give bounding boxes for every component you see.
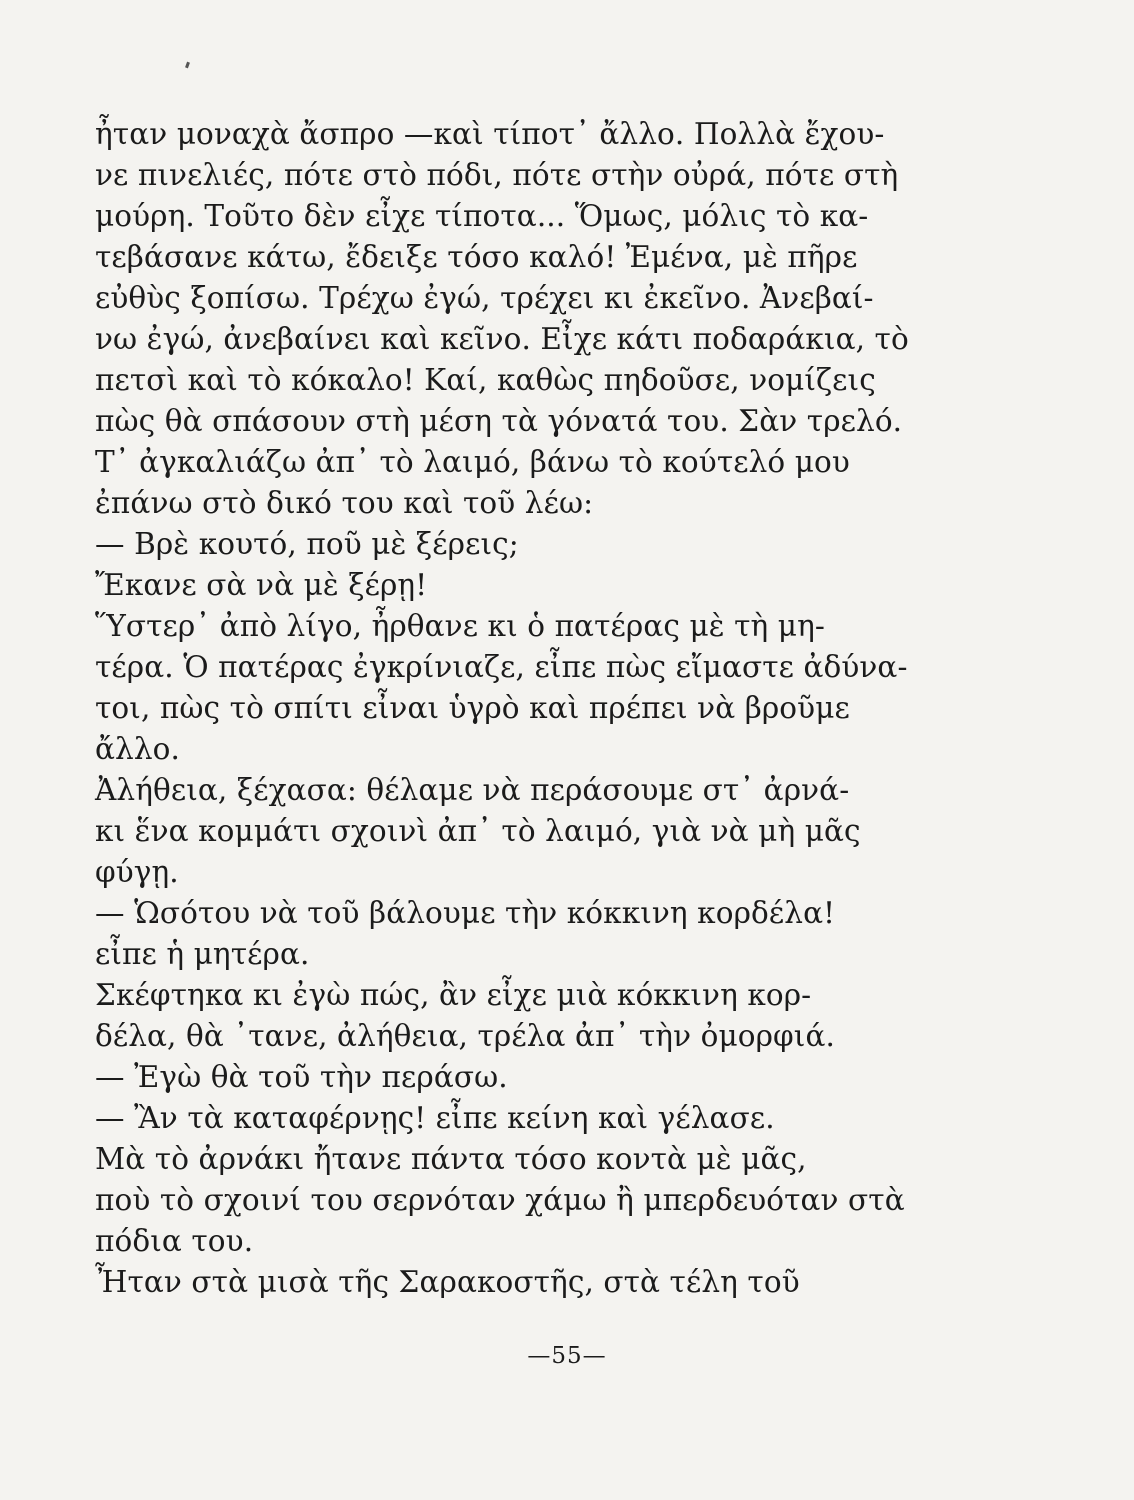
text-line: δέλα, θὰ ᾽τανε, ἀλήθεια, τρέλα ἀπ᾽ τὴν ὀμορφιά. (95, 1019, 835, 1053)
dialogue-line: — Ἂν τὰ καταφέρνῃς! εἶπε κείνη καὶ γέλασε. (95, 1101, 775, 1135)
text-line: ἄλλο. (95, 732, 180, 766)
text-line: τεβάσανε κάτω, ἔδειξε τόσο καλό! Ἐμένα, μὲ πῆρε (95, 240, 858, 274)
text-line: Σκέφτηκα κι ἐγὼ πώς, ἂν εἶχε μιὰ κόκκινη κορ- (95, 978, 812, 1012)
dialogue-line: — Βρὲ κουτό, ποῦ μὲ ξέρεις; (95, 527, 519, 561)
text-line: ἦταν μοναχὰ ἄσπρο —καὶ τίποτ᾽ ἄλλο. Πολλὰ ἔχου- (95, 117, 885, 151)
dialogue-line: — Ἐγὼ θὰ τοῦ τὴν περάσω. (95, 1060, 508, 1094)
text-line: Μὰ τὸ ἀρνάκι ἤτανε πάντα τόσο κοντὰ μὲ μᾶς, (95, 1142, 807, 1176)
text-line: εὐθὺς ξοπίσω. Τρέχω ἐγώ, τρέχει κι ἐκεῖνο. Ἀνεβαί- (95, 281, 874, 315)
text-line: Ἀλήθεια, ξέχασα: θέλαμε νὰ περάσουμε στ᾽ ἀρνά- (95, 773, 850, 807)
text-line: πὼς θὰ σπάσουν στὴ μέση τὰ γόνατά του. Σὰν τρελό. (95, 404, 903, 438)
text-line: τέρα. Ὁ πατέρας ἐγκρίνιαζε, εἶπε πὼς εἴμαστε ἀδύνα- (95, 650, 908, 684)
text-line: Ἦταν στὰ μισὰ τῆς Σαρακοστῆς, στὰ τέλη τοῦ (95, 1265, 800, 1299)
text-line: εἶπε ἡ μητέρα. (95, 937, 310, 971)
text-line: Ἔκανε σὰ νὰ μὲ ξέρῃ! (95, 568, 428, 602)
dialogue-line: — Ὡσότου νὰ τοῦ βάλουμε τὴν κόκκινη κορδέλα! (95, 896, 836, 930)
text-line: ἐπάνω στὸ δικό του καὶ τοῦ λέω: (95, 486, 594, 520)
text-line: μούρη. Τοῦτο δὲν εἶχε τίποτα... Ὅμως, μόλις τὸ κα- (95, 199, 869, 233)
text-line: Ὕστερ᾽ ἀπὸ λίγο, ἦρθανε κι ὁ πατέρας μὲ τὴ μη- (95, 609, 825, 643)
text-line: κι ἕνα κομμάτι σχοινὶ ἀπ᾽ τὸ λαιμό, γιὰ νὰ μὴ μᾶς (95, 814, 861, 848)
text-line: Τ᾽ ἀγκαλιάζω ἀπ᾽ τὸ λαιμό, βάνω τὸ κούτελό μου (95, 445, 850, 479)
text-line: νε πινελιές, πότε στὸ πόδι, πότε στὴν οὐρά, πότε στὴ (95, 158, 899, 192)
text-line: πετσὶ καὶ τὸ κόκαλο! Καί, καθὼς πηδοῦσε, νομίζεις (95, 363, 876, 397)
text-line: πόδια του. (95, 1224, 254, 1258)
page-number: —55— (527, 1343, 607, 1369)
text-line: τοι, πὼς τὸ σπίτι εἶναι ὑγρὸ καὶ πρέπει νὰ βροῦμε (95, 691, 850, 725)
text-line: ποὺ τὸ σχοινί του σερνόταν χάμω ἢ μπερδευόταν στὰ (95, 1183, 905, 1217)
text-line: φύγῃ. (95, 855, 179, 889)
text-line: νω ἐγώ, ἀνεβαίνει καὶ κεῖνο. Εἶχε κάτι ποδαράκια, τὸ (95, 322, 909, 356)
ink-speck (185, 62, 190, 69)
